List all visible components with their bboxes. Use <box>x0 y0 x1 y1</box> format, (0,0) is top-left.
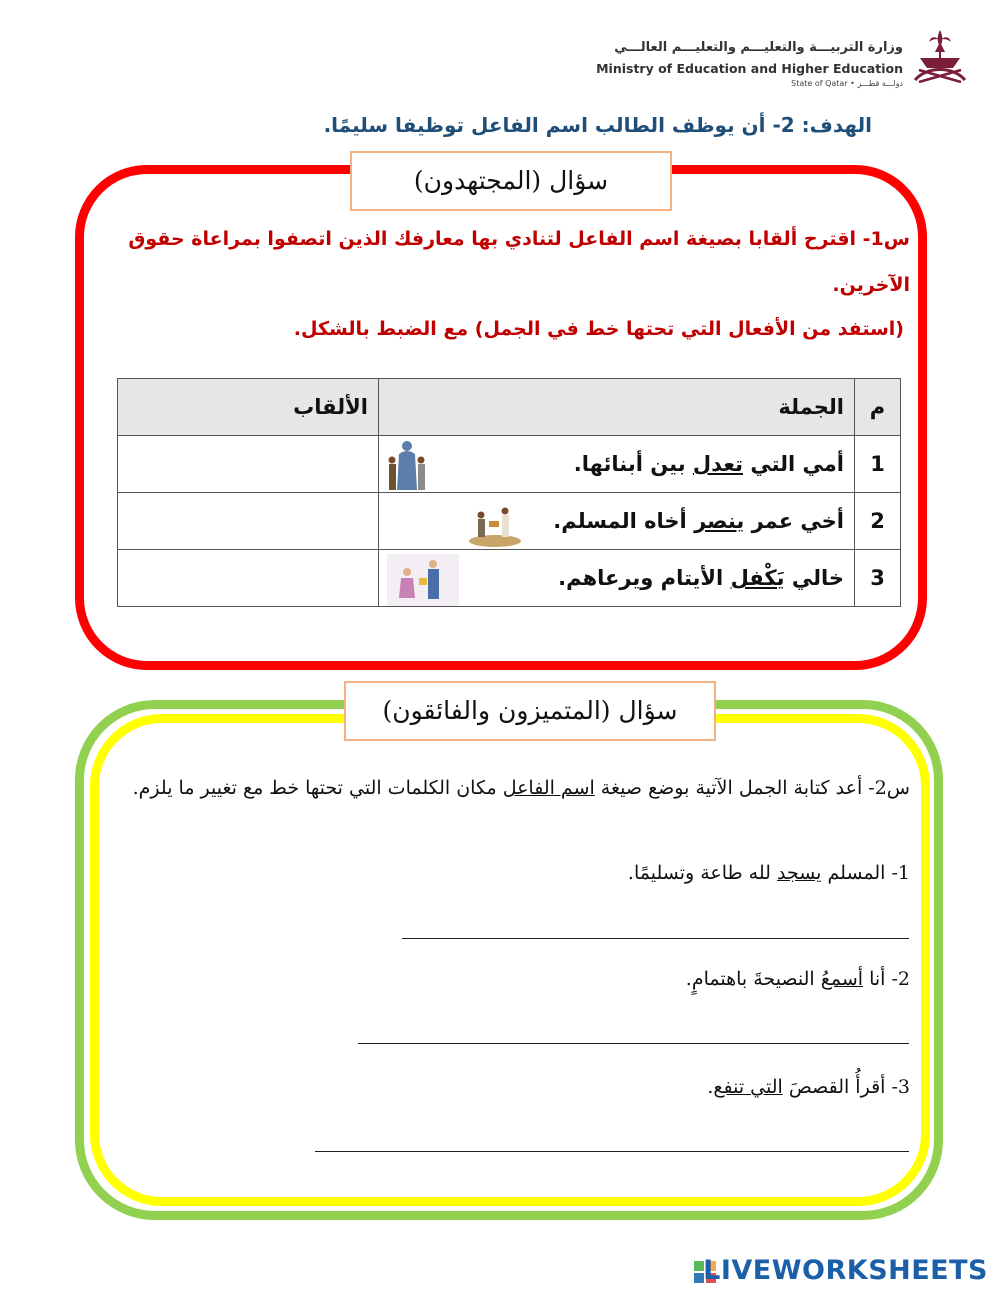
question1-hint: (استفد من الأفعال التي تحتها خط في الجمل) مع الضبط بالشكل. <box>293 318 904 340</box>
sentence-item <box>686 968 910 990</box>
helping-illustration <box>467 497 523 549</box>
row-sentence <box>379 436 855 493</box>
sentence-pre: خالي <box>784 566 844 590</box>
question1-table <box>117 378 901 607</box>
item-post: لله طاعة وتسليمًا. <box>627 862 777 884</box>
table-header-row <box>118 379 901 436</box>
answer-cell[interactable] <box>118 493 379 550</box>
ministry-name-english: Ministry of Education and Higher Education <box>596 61 903 76</box>
answer-line-1[interactable] <box>402 938 909 939</box>
item-pre: 3- أقرأُ القصصَ <box>782 1076 910 1098</box>
sentence-pre: أخي عمر <box>744 509 844 533</box>
section2-title: سؤال (المتميزون والفائقون) <box>344 681 716 741</box>
row-number: 1 <box>855 436 901 493</box>
underlined-verb: ينصر <box>694 509 745 533</box>
sentence-post: بين أبنائها. <box>573 452 693 476</box>
sentence-item <box>707 1076 910 1098</box>
item-post: . <box>707 1076 714 1098</box>
row-sentence <box>379 550 855 607</box>
header-titles: الألقاب <box>118 379 379 436</box>
sentence-item <box>628 862 910 884</box>
table-row <box>118 436 901 493</box>
underlined-verb: تعدل <box>692 452 744 476</box>
row-sentence <box>379 493 855 550</box>
item-post: النصيحةَ باهتمامٍ. <box>685 968 821 990</box>
liveworksheets-brand[interactable]: LIVEWORKSHEETS <box>703 1255 988 1286</box>
question1-text: س1- اقترح ألقابا بصيغة اسم الفاعل لتنادي بها معارفك الذين اتصفوا بمراعاة حقوق الآخرين. <box>128 228 910 296</box>
answer-cell[interactable] <box>118 436 379 493</box>
section1-title: سؤال (المجتهدون) <box>350 151 672 211</box>
lesson-goal: الهدف: 2- أن يوظف الطالب اسم الفاعل توظيفا سليمًا. <box>323 113 872 137</box>
sentence-pre: أمي التي <box>743 452 844 476</box>
row-number: 3 <box>855 550 901 607</box>
qatar-emblem-icon <box>905 22 975 92</box>
item-underlined: التي تنفع <box>713 1076 783 1098</box>
row-number: 2 <box>855 493 901 550</box>
answer-line-3[interactable] <box>315 1151 909 1152</box>
question2-underlined: اسم الفاعل <box>502 777 595 799</box>
underlined-verb: يَكْفل <box>730 566 785 590</box>
question2-text <box>120 765 910 811</box>
orphans-care-illustration <box>387 554 459 606</box>
item-underlined: يسجد <box>776 862 822 884</box>
answer-cell[interactable] <box>118 550 379 607</box>
header-sentence: الجملة <box>379 379 855 436</box>
answer-line-2[interactable] <box>358 1043 909 1044</box>
table-row <box>118 550 901 607</box>
table-row <box>118 493 901 550</box>
item-pre: 1- المسلم <box>821 862 910 884</box>
mother-children-illustration <box>387 440 427 492</box>
sentence-post: الأيتام ويرعاهم. <box>558 566 731 590</box>
sentence-post: أخاه المسلم. <box>553 509 695 533</box>
header-number: م <box>855 379 901 436</box>
ministry-name-arabic: وزارة التربيـــة والتعليـــم والتعليـــم العالـــي <box>614 40 903 55</box>
question2-post: مكان الكلمات التي تحتها خط مع تغيير ما يلزم. <box>132 777 503 799</box>
state-label: State of Qatar • دولـــة قطـــر <box>791 79 903 88</box>
item-underlined: أسمعُ <box>820 968 864 990</box>
question2-pre: س2- أعد كتابة الجمل الآتية بوضع صيغة <box>594 777 910 799</box>
item-pre: 2- أنا <box>863 968 910 990</box>
